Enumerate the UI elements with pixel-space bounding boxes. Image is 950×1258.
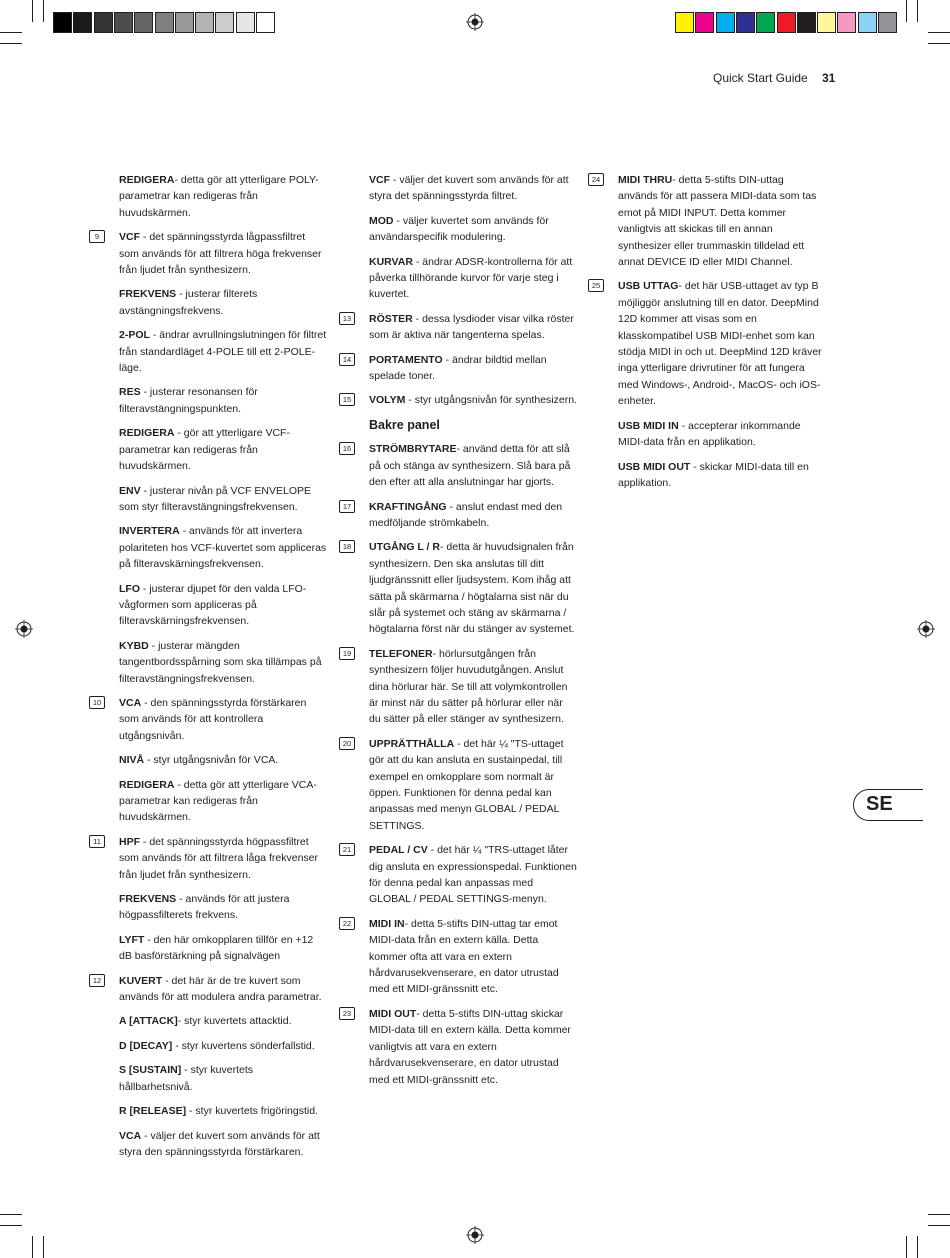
registration-mark-icon — [466, 13, 484, 31]
item-number-badge: 22 — [339, 917, 355, 930]
parameter-term: S [SUSTAIN] — [119, 1064, 182, 1077]
parameter-description: - det här ¼ "TS-uttaget gör att du kan ansluta en sustainpedal, till exempel en omkopplare som normalt är öppen. Funktionen för denna pedal kan anpassas med menyn GLOBAL / PEDAL SETTINGS. — [369, 737, 564, 832]
parameter-entry — [119, 286, 327, 319]
parameter-description: - justerar djupet för den valda LFO-vågformen som appliceras på filteravskärningsfrekvensen. — [119, 582, 307, 628]
registration-mark-icon — [917, 620, 935, 638]
parameter-description: - ändrar bildtid mellan spelade toner. — [369, 353, 547, 383]
parameter-description: - används för att justera högpassfilterets frekvens. — [119, 893, 290, 922]
color-swatch — [716, 12, 735, 33]
parameter-entry — [342, 311, 577, 344]
parameter-description: - accepterar inkommande MIDI-data från en applikation. — [618, 419, 801, 449]
parameter-description: - den här omkopplaren tillför en +12 dB basförstärkning på signalvägen — [119, 933, 314, 963]
parameter-term: ENV — [119, 484, 141, 497]
parameter-description: - styr kuvertens sönderfallstid. — [172, 1039, 315, 1052]
parameter-description: - dessa lysdioder visar vilka röster som är aktiva när tangenterna spelas. — [369, 312, 574, 342]
parameter-entry — [342, 842, 577, 908]
color-swatch — [837, 12, 856, 33]
parameter-description: - ändrar ADSR-kontrollerna för att påverka tillhörande kurvor för varje steg i kuvertet. — [369, 255, 573, 301]
parameter-term: HPF — [119, 835, 140, 848]
color-swatch — [155, 12, 174, 33]
parameter-entry — [342, 499, 577, 532]
parameter-term: VCF — [369, 174, 390, 186]
color-swatch — [215, 12, 234, 33]
item-number-badge: 25 — [588, 279, 604, 292]
parameter-description: - detta 5-stifts DIN-uttag används för att passera MIDI-data som tas emot på MIDI INPUT. Detta kommer vanligtvis att skickas till en annan synthesizer eller trummaskin tilldelad ett annat DEVICE ID eller MIDI Channel. — [618, 174, 817, 269]
parameter-term: RÖSTER — [369, 312, 413, 325]
color-swatch — [858, 12, 877, 33]
parameter-entry — [119, 777, 327, 826]
parameter-description: - styr kuvertets frigöringstid. — [186, 1105, 318, 1118]
parameter-description: - detta gör att ytterligare POLY-parametrar kan redigeras från huvudskärmen. — [119, 174, 319, 219]
parameter-entry — [119, 1038, 327, 1054]
parameter-term: R [RELEASE] — [119, 1105, 187, 1118]
color-swatch — [175, 12, 194, 33]
parameter-description: - styr utgångsnivån för synthesizern. — [405, 394, 577, 407]
parameter-description: - justerar nivån på VCF ENVELOPE som styr filteravstängningsfrekvensen. — [119, 484, 311, 513]
parameter-description: - det spänningsstyrda lågpassfiltret som används för att filtrera höga frekvenser från ljudet från synthesizern. — [119, 231, 322, 277]
parameter-description: - det här USB-uttaget av typ B möjliggör anslutning till en dator. DeepMind 12D kommer att visas som en klasskompatibel USB MIDI-enhet som kan stödja MIDI in och ut. DeepMind 12D kräver inga ytterligare drivrutiner för att fungera med Windows-, Android-, MacOS- och iOS-enheter. — [618, 280, 822, 408]
parameter-entry — [94, 229, 327, 278]
parameter-term: VCA — [119, 696, 142, 709]
parameter-term: KRAFTINGÅNG — [369, 500, 447, 513]
color-swatch — [53, 12, 72, 33]
parameter-description: - justerar resonansen för filteravstängningspunkten. — [119, 386, 258, 415]
parameter-description: - använd detta för att slå på och stänga av synthesizern. Slå bara på den efter att alla anslutningar har gjorts. — [369, 443, 571, 489]
color-swatch — [114, 12, 133, 33]
item-number-badge: 21 — [339, 843, 355, 856]
parameter-entry — [342, 539, 577, 637]
header-title: Quick Start Guide — [713, 71, 808, 85]
parameter-description: - ändrar avrullningslutningen för filtret från standardläget 4-POLE till ett 2-POLE-läge. — [119, 329, 327, 375]
color-swatch — [675, 12, 694, 33]
parameter-term: MIDI IN — [369, 917, 405, 930]
item-number-badge: 18 — [339, 540, 355, 553]
item-number-badge: 15 — [339, 393, 355, 406]
parameter-term: VCF — [119, 231, 140, 244]
item-number-badge: 14 — [339, 353, 355, 366]
parameter-entry — [342, 352, 577, 385]
text-column-2 — [342, 172, 577, 1096]
parameter-term: KYBD — [119, 639, 149, 652]
item-number-badge: 10 — [89, 696, 105, 709]
parameter-entry — [369, 254, 577, 303]
text-column-1 — [92, 172, 327, 1168]
item-number-badge: 13 — [339, 312, 355, 325]
color-swatch — [73, 12, 92, 33]
parameter-term: INVERTERA — [119, 525, 180, 538]
parameter-entry — [119, 1013, 327, 1029]
parameter-term: MIDI THRU — [618, 174, 673, 186]
parameter-entry — [119, 483, 327, 516]
parameter-term: USB UTTAG — [618, 280, 679, 293]
parameter-description: - den spänningsstyrda förstärkaren som används för att kontrollera utgångsnivån. — [119, 696, 307, 742]
parameter-entry — [342, 916, 577, 998]
color-swatch — [756, 12, 775, 33]
parameter-term: PORTAMENTO — [369, 353, 443, 366]
color-swatch — [878, 12, 897, 33]
section-heading: Bakre panel — [369, 417, 440, 432]
parameter-description: - detta är huvudsignalen från synthesizern. Den ska anslutas till ditt ljudgränssnitt eller ljudsystem. Kom ihåg att sätta på skärmarna / högtalarna sist när du slår på systemet och stäng av skärmarna / högtalarna först när du stänger av systemet. — [369, 541, 575, 636]
parameter-description: - väljer kuvertet som används för användarspecifik modulering. — [369, 214, 549, 244]
parameter-term: KUVERT — [119, 974, 163, 987]
parameter-entry — [92, 695, 327, 744]
parameter-entry — [119, 425, 327, 474]
parameter-description: - används för att invertera polariteten hos VCF-kuvertet som appliceras på filteravskärningsfrekvensen. — [119, 525, 327, 571]
parameter-entry — [369, 213, 577, 246]
parameter-entry — [591, 172, 826, 270]
parameter-description: - detta 5-stifts DIN-uttag skickar MIDI-data till en extern källa. Detta kommer vanligtvis att vara en extern hårdvarusekvenserare, en dator utrustad med ett MIDI-gränssnitt etc. — [369, 1007, 571, 1086]
parameter-term: UTGÅNG L / R — [369, 541, 440, 554]
item-number-badge: 16 — [339, 442, 355, 455]
parameter-entry — [618, 418, 826, 451]
parameter-description: - styr kuvertets attacktid. — [177, 1015, 292, 1028]
parameter-entry — [119, 384, 327, 417]
parameter-entry — [119, 891, 327, 924]
parameter-description: - skickar MIDI-data till en applikation. — [618, 460, 809, 489]
parameter-entry — [119, 581, 327, 630]
page-number: 31 — [822, 71, 836, 85]
parameter-description: - styr utgångsnivån för VCA. — [144, 754, 279, 767]
item-number-badge: 12 — [89, 974, 105, 987]
color-swatch — [236, 12, 255, 33]
parameter-entry — [591, 278, 826, 409]
parameter-description: - detta 5-stifts DIN-uttag tar emot MIDI-data från en extern källa. Detta kommer ofta att vara en extern hårdvarusekvenserare, en dator utrustad med ett MIDI-gränssnitt etc. — [369, 917, 559, 996]
parameter-entry — [119, 327, 327, 376]
parameter-description: - väljer det kuvert som används för att styra den spänningsstyrda förstärkaren. — [119, 1129, 320, 1158]
color-swatch — [256, 12, 275, 33]
parameter-entry — [119, 1062, 327, 1095]
parameter-entry — [618, 459, 826, 492]
parameter-entry — [342, 736, 577, 834]
color-swatch — [797, 12, 816, 33]
parameter-description: - detta gör att ytterligare VCA-parametrar kan redigeras från huvudskärmen. — [119, 778, 317, 824]
parameter-term: FREKVENS — [119, 893, 177, 906]
item-number-badge: 19 — [339, 647, 355, 660]
parameter-entry — [369, 172, 577, 205]
parameter-description: - det här ¼ "TRS-uttaget låter dig ansluta en expressionspedal. Funktionen för denna pedal kan anpassas med GLOBAL / PEDAL SETTINGS-menyn. — [369, 844, 577, 906]
text-column-3 — [591, 172, 826, 499]
parameter-entry — [119, 172, 327, 221]
parameter-term: MIDI OUT — [369, 1007, 417, 1020]
parameter-term: LFO — [119, 582, 140, 595]
parameter-term: UPPRÄTTHÅLLA — [369, 737, 455, 750]
parameter-entry — [119, 523, 327, 572]
parameter-entry — [92, 973, 327, 1006]
parameter-description: - anslut endast med den medföljande strömkabeln. — [369, 500, 563, 529]
parameter-description: - det spänningsstyrda högpassfiltret som används för att filtrera låga frekvenser från ljudet från synthesizern. — [119, 835, 319, 881]
parameter-entry — [119, 1103, 327, 1119]
parameter-entry — [119, 932, 327, 965]
parameter-term: NIVÅ — [119, 754, 145, 767]
color-swatch — [736, 12, 755, 33]
parameter-entry — [93, 834, 327, 883]
item-number-badge: 9 — [89, 230, 105, 243]
item-number-badge: 11 — [89, 835, 105, 848]
parameter-description: - gör att ytterligare VCF-parametrar kan redigeras från huvudskärmen. — [119, 427, 290, 473]
parameter-entry — [342, 646, 577, 728]
parameter-term: USB MIDI IN — [618, 419, 679, 432]
parameter-entry — [119, 1128, 327, 1161]
item-number-badge: 23 — [339, 1007, 355, 1020]
parameter-term: LYFT — [119, 933, 145, 946]
parameter-description: - hörlursutgången från synthesizern följer huvudutgången. Anslut dina hörlurar här. Se till att volymkontrollen är minst när du sätter på hörlurar eller när du sätter på eller stänger av synthesizern. — [369, 647, 568, 726]
language-tab: SE — [853, 789, 923, 821]
parameter-term: VCA — [119, 1129, 142, 1142]
color-swatch — [817, 12, 836, 33]
parameter-term: USB MIDI OUT — [618, 460, 691, 473]
parameter-entry — [342, 392, 577, 408]
parameter-description: - det här är de tre kuvert som används för att modulera andra parametrar. — [119, 974, 322, 1004]
parameter-description: - styr kuvertets hållbarhetsnivå. — [119, 1064, 253, 1093]
color-swatch — [695, 12, 714, 33]
parameter-term: 2-POL — [119, 329, 150, 342]
color-swatch — [777, 12, 796, 33]
parameter-term: TELEFONER — [369, 647, 433, 660]
item-number-badge: 24 — [588, 173, 604, 186]
parameter-term: STRÖMBRYTARE — [369, 443, 457, 456]
parameter-description: - justerar mängden tangentbordsspårning som ska tillämpas på filteravstängningsfrekvensen. — [119, 639, 322, 685]
parameter-term: REDIGERA — [119, 778, 175, 791]
parameter-term: A [ATTACK] — [119, 1015, 178, 1028]
parameter-description: - väljer det kuvert som används för att styra det spänningsstyrda filtret. — [369, 174, 569, 203]
item-number-badge: 17 — [339, 500, 355, 513]
parameter-entry — [119, 638, 327, 687]
parameter-term: REDIGERA — [119, 427, 175, 440]
parameter-entry — [342, 1006, 577, 1088]
color-swatch — [134, 12, 153, 33]
parameter-term: FREKVENS — [119, 288, 177, 301]
item-number-badge: 20 — [339, 737, 355, 750]
parameter-term: D [DECAY] — [119, 1039, 173, 1052]
parameter-term: RES — [119, 386, 141, 399]
parameter-term: REDIGERA — [119, 174, 175, 186]
parameter-entry — [119, 752, 327, 768]
color-swatch — [195, 12, 214, 33]
parameter-term: KURVAR — [369, 255, 413, 268]
parameter-description: - justerar filterets avstängningsfrekvens. — [119, 288, 258, 317]
registration-mark-icon — [15, 620, 33, 638]
color-swatch — [94, 12, 113, 33]
registration-mark-icon — [466, 1226, 484, 1244]
parameter-term: VOLYM — [369, 394, 406, 407]
parameter-term: MOD — [369, 214, 394, 227]
parameter-entry — [342, 441, 577, 490]
parameter-term: PEDAL / CV — [369, 844, 428, 857]
